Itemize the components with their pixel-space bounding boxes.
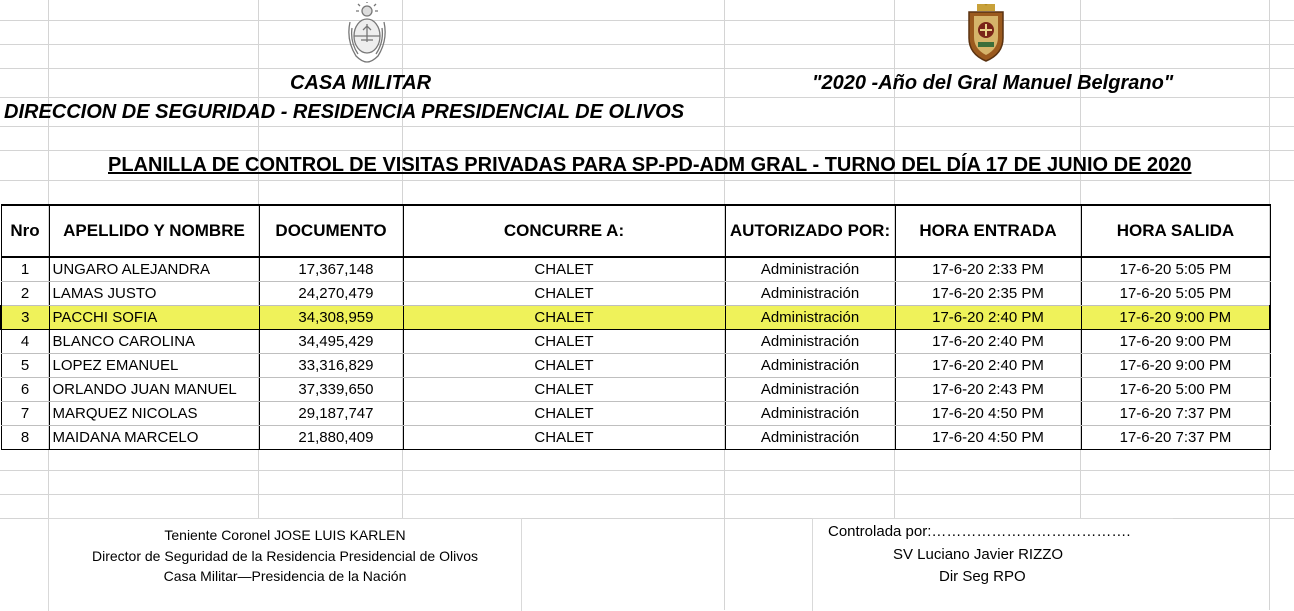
cell-concurre[interactable]: CHALET	[403, 426, 725, 450]
col-header-name: APELLIDO Y NOMBRE	[49, 205, 259, 257]
cell-nro[interactable]: 6	[1, 378, 49, 402]
cell-name[interactable]: LOPEZ EMANUEL	[49, 354, 259, 378]
year-motto: "2020 -Año del Gral Manuel Belgrano"	[812, 72, 1174, 94]
cell-autorizado[interactable]: Administración	[725, 306, 895, 330]
cell-hora-entrada[interactable]: 17-6-20 2:40 PM	[895, 354, 1081, 378]
cell-nro[interactable]: 2	[1, 282, 49, 306]
signature-director-org: Casa Militar—Presidencia de la Nación	[163, 568, 407, 584]
cell-document[interactable]: 34,308,959	[259, 306, 403, 330]
cell-nro[interactable]: 4	[1, 330, 49, 354]
table-row[interactable]	[1, 402, 1270, 426]
cell-document[interactable]: 17,367,148	[259, 257, 403, 282]
cell-hora-salida[interactable]: 17-6-20 9:00 PM	[1081, 354, 1270, 378]
cell-concurre[interactable]: CHALET	[403, 402, 725, 426]
controller-unit: Dir Seg RPO	[939, 568, 1026, 585]
cell-hora-entrada[interactable]: 17-6-20 2:35 PM	[895, 282, 1081, 306]
cell-document[interactable]: 24,270,479	[259, 282, 403, 306]
col-header-nro: Nro	[1, 205, 49, 257]
cell-document[interactable]: 37,339,650	[259, 378, 403, 402]
col-header-document: DOCUMENTO	[259, 205, 403, 257]
cell-document[interactable]: 21,880,409	[259, 426, 403, 450]
cell-name[interactable]: ORLANDO JUAN MANUEL	[49, 378, 259, 402]
cell-document[interactable]: 33,316,829	[259, 354, 403, 378]
table-row[interactable]	[1, 257, 1270, 282]
cell-hora-entrada[interactable]: 17-6-20 2:43 PM	[895, 378, 1081, 402]
cell-hora-salida[interactable]: 17-6-20 5:05 PM	[1081, 257, 1270, 282]
cell-hora-entrada[interactable]: 17-6-20 4:50 PM	[895, 402, 1081, 426]
cell-name[interactable]: BLANCO CAROLINA	[49, 330, 259, 354]
cell-hora-entrada[interactable]: 17-6-20 2:33 PM	[895, 257, 1081, 282]
cell-hora-salida[interactable]: 17-6-20 9:00 PM	[1081, 306, 1270, 330]
cell-nro[interactable]: 8	[1, 426, 49, 450]
cell-hora-entrada[interactable]: 17-6-20 2:40 PM	[895, 306, 1081, 330]
cell-hora-entrada[interactable]: 17-6-20 2:40 PM	[895, 330, 1081, 354]
cell-concurre[interactable]: CHALET	[403, 330, 725, 354]
cell-concurre[interactable]: CHALET	[403, 257, 725, 282]
signature-director-title: Director de Seguridad de la Residencia Presidencial de Olivos	[92, 548, 478, 564]
planilla-title: PLANILLA DE CONTROL DE VISITAS PRIVADAS PARA SP-PD-ADM GRAL - TURNO DEL DÍA 17 DE JUNIO DE 2020	[108, 154, 1192, 176]
table-row[interactable]	[1, 330, 1270, 354]
cell-nro[interactable]: 1	[1, 257, 49, 282]
signature-director-name: Teniente Coronel JOSE LUIS KARLEN	[164, 527, 406, 543]
cell-autorizado[interactable]: Administración	[725, 257, 895, 282]
cell-hora-entrada[interactable]: 17-6-20 4:50 PM	[895, 426, 1081, 450]
cell-hora-salida[interactable]: 17-6-20 9:00 PM	[1081, 330, 1270, 354]
cell-autorizado[interactable]: Administración	[725, 282, 895, 306]
cell-nro[interactable]: 7	[1, 402, 49, 426]
table-row[interactable]	[1, 426, 1270, 450]
col-header-autorizado: AUTORIZADO POR:	[725, 205, 895, 257]
argentina-coat-of-arms-icon	[344, 2, 390, 64]
cell-concurre[interactable]: CHALET	[403, 354, 725, 378]
cell-name[interactable]: MAIDANA MARCELO	[49, 426, 259, 450]
signature-director	[48, 518, 522, 611]
signature-controller	[812, 518, 1173, 611]
cell-hora-salida[interactable]: 17-6-20 7:37 PM	[1081, 402, 1270, 426]
cell-document[interactable]: 34,495,429	[259, 330, 403, 354]
col-header-hora-entrada: HORA ENTRADA	[895, 205, 1081, 257]
cell-name[interactable]: LAMAS JUSTO	[49, 282, 259, 306]
col-header-hora-salida: HORA SALIDA	[1081, 205, 1270, 257]
cell-nro[interactable]: 3	[1, 306, 49, 330]
col-header-concurre: CONCURRE A:	[403, 205, 725, 257]
table-header-row	[1, 205, 1270, 257]
cell-name[interactable]: UNGARO ALEJANDRA	[49, 257, 259, 282]
belgrano-shield-icon	[965, 4, 1007, 62]
cell-nro[interactable]: 5	[1, 354, 49, 378]
cell-concurre[interactable]: CHALET	[403, 282, 725, 306]
table-row[interactable]	[1, 354, 1270, 378]
cell-concurre[interactable]: CHALET	[403, 306, 725, 330]
table-row[interactable]	[1, 378, 1270, 402]
table-row-highlighted[interactable]	[1, 306, 1270, 330]
controlled-by-label: Controlada por:………………………………….	[828, 523, 1131, 540]
cell-concurre[interactable]: CHALET	[403, 378, 725, 402]
cell-document[interactable]: 29,187,747	[259, 402, 403, 426]
cell-name[interactable]: PACCHI SOFIA	[49, 306, 259, 330]
cell-autorizado[interactable]: Administración	[725, 402, 895, 426]
cell-autorizado[interactable]: Administración	[725, 426, 895, 450]
cell-autorizado[interactable]: Administración	[725, 354, 895, 378]
cell-hora-salida[interactable]: 17-6-20 5:05 PM	[1081, 282, 1270, 306]
direction-title: DIRECCION DE SEGURIDAD - RESIDENCIA PRESIDENCIAL DE OLIVOS	[4, 101, 685, 123]
table-row[interactable]	[1, 282, 1270, 306]
cell-name[interactable]: MARQUEZ NICOLAS	[49, 402, 259, 426]
cell-hora-salida[interactable]: 17-6-20 7:37 PM	[1081, 426, 1270, 450]
cell-autorizado[interactable]: Administración	[725, 330, 895, 354]
visits-table	[0, 204, 1271, 450]
controller-name: SV Luciano Javier RIZZO	[893, 546, 1064, 563]
cell-autorizado[interactable]: Administración	[725, 378, 895, 402]
cell-hora-salida[interactable]: 17-6-20 5:00 PM	[1081, 378, 1270, 402]
casa-militar-title: CASA MILITAR	[290, 72, 432, 94]
